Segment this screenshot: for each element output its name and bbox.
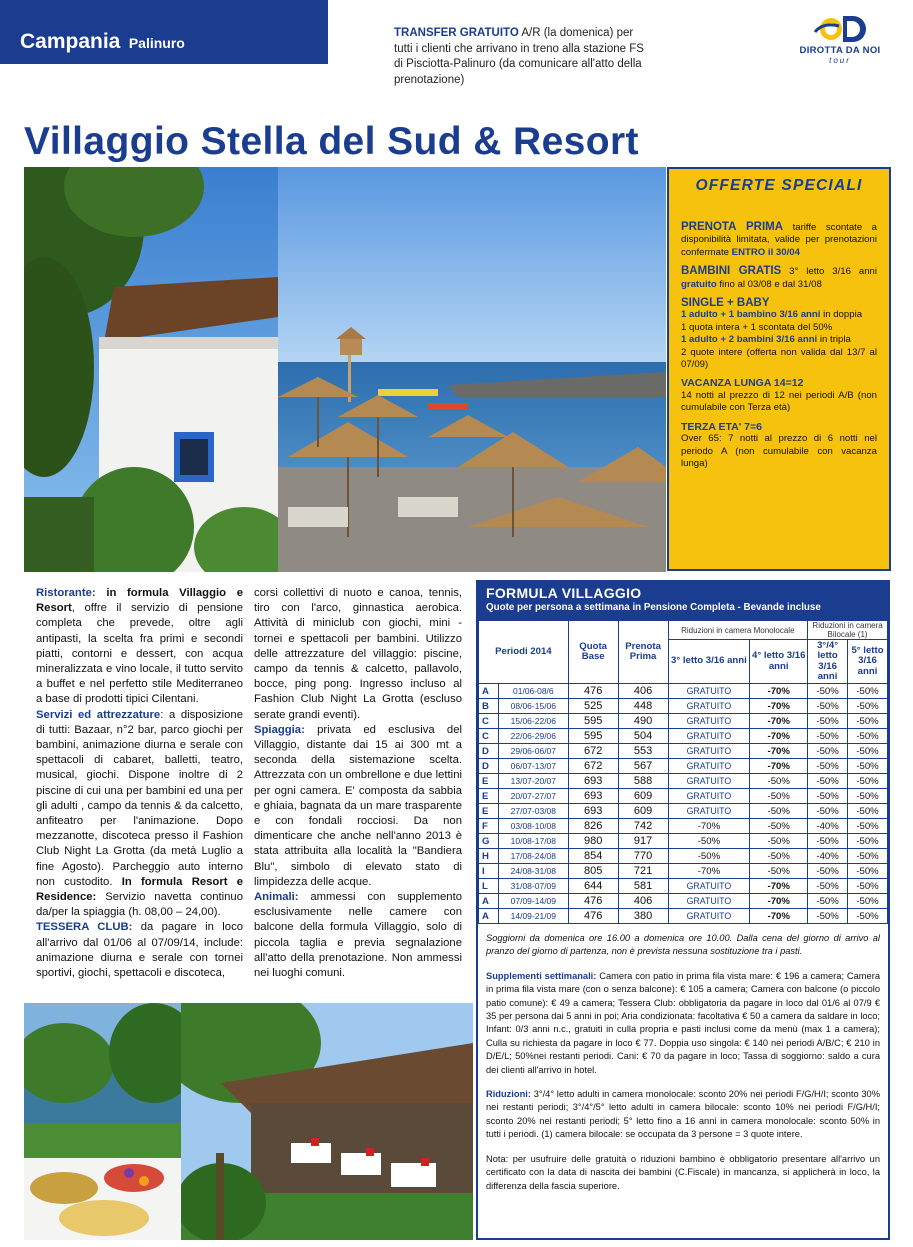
- table-subtitle: Quote per persona a settimana in Pensione Completa - Bevande incluse: [486, 602, 821, 613]
- reduction-r3: -50%: [808, 789, 848, 804]
- table-row: [479, 879, 888, 894]
- period-code: C: [479, 714, 499, 729]
- table-row: [479, 759, 888, 774]
- offer-label: PRENOTA PRIMA: [681, 221, 784, 233]
- reduction-r4: -50%: [848, 909, 888, 924]
- period-code: C: [479, 729, 499, 744]
- col-group-monolocale: Riduzioni in camera Monolocale: [668, 621, 808, 640]
- period-code: B: [479, 699, 499, 714]
- price-table-body: [479, 684, 888, 924]
- offer-label: VACANZA LUNGA 14=12: [681, 377, 804, 390]
- table-row: [479, 849, 888, 864]
- reduction-r2: -50%: [750, 804, 808, 819]
- reduction-r4: -50%: [848, 759, 888, 774]
- quota-base: 672: [568, 759, 618, 774]
- period-dates: 17/08-24/08: [498, 849, 568, 864]
- period-code: I: [479, 864, 499, 879]
- offer-terza-eta: [681, 421, 877, 471]
- reduction-r1: -50%: [668, 834, 750, 849]
- reduction-r2: -70%: [750, 879, 808, 894]
- table-row: [479, 909, 888, 924]
- ristorante-formula: in formula Villaggio e Resort: [36, 587, 243, 615]
- supplementi-label: Supplementi settimanali:: [486, 970, 597, 981]
- period-code: D: [479, 744, 499, 759]
- table-row: [479, 774, 888, 789]
- reduction-r1: GRATUITO: [668, 759, 750, 774]
- table-row: [479, 894, 888, 909]
- quota-base: 476: [568, 909, 618, 924]
- reduction-r4: -50%: [848, 849, 888, 864]
- period-dates: 29/06-06/07: [498, 744, 568, 759]
- prenota-prima: 581: [618, 879, 668, 894]
- offer-bambini-gratis: [681, 265, 877, 291]
- quota-base: 826: [568, 819, 618, 834]
- period-code: A: [479, 684, 499, 699]
- reduction-r2: -50%: [750, 849, 808, 864]
- special-offers-panel: [667, 167, 891, 571]
- reduction-r4: -50%: [848, 774, 888, 789]
- reduction-r2: -50%: [750, 789, 808, 804]
- reduction-r2: -70%: [750, 759, 808, 774]
- period-dates: 08/06-15/06: [498, 699, 568, 714]
- quota-base: 476: [568, 684, 618, 699]
- city-name: Palinuro: [128, 35, 185, 51]
- offer-deadline: ENTRO il 30/04: [731, 246, 800, 258]
- col-header-r2: 4° letto 3/16 anni: [750, 640, 808, 684]
- quota-base: 693: [568, 789, 618, 804]
- reduction-r4: -50%: [848, 834, 888, 849]
- reduction-r1: GRATUITO: [668, 684, 750, 699]
- prenota-prima: 917: [618, 834, 668, 849]
- prenota-prima: 770: [618, 849, 668, 864]
- table-row: [479, 819, 888, 834]
- reduction-r1: GRATUITO: [668, 774, 750, 789]
- reduction-r3: -50%: [808, 804, 848, 819]
- prenota-prima: 553: [618, 744, 668, 759]
- prenota-prima: 448: [618, 699, 668, 714]
- price-table: [478, 620, 888, 924]
- reduction-r3: -50%: [808, 684, 848, 699]
- reduction-r2: -70%: [750, 714, 808, 729]
- reduction-r2: -70%: [750, 729, 808, 744]
- nota-note: Nota: per usufruire delle gratuità o riduzioni bambino è obbligatorio presentare all'arrivo un certificato con la data di nascita dei bambini (C.Fiscale) in mancanza, si applicherà in loco, la differenza della fascia superiore.: [486, 1153, 880, 1191]
- table-row: [479, 744, 888, 759]
- period-dates: 24/08-31/08: [498, 864, 568, 879]
- offer-text: tariffe scontate a disponibilità limitata, valide per prenotazioni confermate: [681, 222, 877, 258]
- table-row: [479, 684, 888, 699]
- quota-base: 693: [568, 774, 618, 789]
- spiaggia-text: privata ed esclusiva del Villaggio, distante dai 15 ai 300 mt a seconda della sistemazione scelta. Attrezzata con un ombrellone e due lettini per ogni camera. E' composta da sabbia e ghiaia, bagnata da un mare trasparente e con fondali rocciosi. Da non dimenticare che anche nell'anno 2013 è stata attribuita alla località la "Bandiera Blu", simbolo di elevato stato di limpidezza delle acque.: [254, 723, 463, 888]
- col-header-quota: Quota Base: [568, 621, 618, 684]
- period-code: A: [479, 894, 499, 909]
- ristorante-text: , offre il servizio di pensione completa che prevede, oltre agli antipasti, la scelta fra primi e secondi piatti, contorni e dessert, con acqua mineralizzata e vino locale, il tutto servito a buffet e nel perfetto stile Mediterraneo a base di prodotti tipici Cilentani.: [36, 602, 243, 706]
- period-code: A: [479, 909, 499, 924]
- prenota-prima: 742: [618, 819, 668, 834]
- table-row: [479, 834, 888, 849]
- reduction-r4: -50%: [848, 804, 888, 819]
- reduction-r3: -50%: [808, 909, 848, 924]
- period-code: L: [479, 879, 499, 894]
- table-notes: [478, 924, 888, 1193]
- reduction-r4: -50%: [848, 819, 888, 834]
- reduction-r2: -70%: [750, 744, 808, 759]
- prenota-prima: 567: [618, 759, 668, 774]
- table-row: [479, 864, 888, 879]
- reduction-r3: -50%: [808, 774, 848, 789]
- reduction-r1: GRATUITO: [668, 744, 750, 759]
- period-dates: 22/06-29/06: [498, 729, 568, 744]
- page-title: Villaggio Stella del Sud & Resort: [24, 120, 639, 163]
- reduction-r1: -70%: [668, 819, 750, 834]
- reduction-r4: -50%: [848, 879, 888, 894]
- region-name: Campania: [20, 30, 121, 53]
- prenota-prima: 504: [618, 729, 668, 744]
- reduction-r3: -50%: [808, 759, 848, 774]
- col-header-periodi: Periodi 2014: [479, 621, 569, 684]
- offer-text: in tripla: [819, 334, 851, 346]
- riduzioni-label: Riduzioni:: [486, 1089, 531, 1100]
- reduction-r1: -50%: [668, 849, 750, 864]
- logo-subtext: tour: [829, 56, 851, 65]
- period-dates: 13/07-20/07: [498, 774, 568, 789]
- period-dates: 27/07-03/08: [498, 804, 568, 819]
- quota-base: 672: [568, 744, 618, 759]
- text-column-2: [254, 586, 462, 981]
- section-label-servizi: Servizi ed attrezzature: [36, 708, 161, 721]
- supplementi-note: [486, 970, 880, 1077]
- supplementi-text: Camera con patio in prima fila vista mare: € 196 a camera; Camera in prima fila vista mare (con o senza balcone): € 105 a camera; Camera con balcone (o piccolo patio comune): € 49 a camera; Tessera Club: obbligatoria da pagare in loco dal 01/6 al 07/9 € 35 per persona dai 5 anni in poi; Aria condizionata: facoltativa € 50 a camera da saldare in loco; Infant: 0/3 anni n.c., gratuiti in culla propria e pasti inclusi come da menù (max 1 a camera); Culla su richiesta da pagare in loco € 77. Doppia uso singola: € 140 nei periodi A/B/C; € 210 in D/E/L; 50%nei restanti periodi. Cani: € 70 da pagare in loco; Tassa di soggiorno: saldo a cura dei clienti all'arrivo in hotel.: [486, 970, 880, 1075]
- period-dates: 03/08-10/08: [498, 819, 568, 834]
- period-dates: 14/09-21/09: [498, 909, 568, 924]
- region-banner: [0, 0, 328, 64]
- offer-label: TERZA ETA' 7=6: [681, 420, 762, 433]
- period-dates: 10/08-17/08: [498, 834, 568, 849]
- table-row: [479, 714, 888, 729]
- quota-base: 980: [568, 834, 618, 849]
- reduction-r3: -40%: [808, 819, 848, 834]
- reduction-r2: -70%: [750, 894, 808, 909]
- reduction-r3: -40%: [808, 849, 848, 864]
- reduction-r4: -50%: [848, 894, 888, 909]
- reduction-r3: -50%: [808, 729, 848, 744]
- offer-text: 14 notti al prezzo di 12 nei periodi A/B (non cumulabile con Terza età): [681, 389, 877, 414]
- quota-base: 854: [568, 849, 618, 864]
- reduction-r1: GRATUITO: [668, 804, 750, 819]
- offer-combo: 1 adulto + 2 bambini 3/16 anni: [681, 334, 818, 346]
- col-header-prenota: Prenota Prima: [618, 621, 668, 684]
- reduction-r4: -50%: [848, 699, 888, 714]
- photo-terrace: [181, 1003, 473, 1240]
- reduction-r1: GRATUITO: [668, 909, 750, 924]
- col-group-bilocale: Riduzioni in camera Bilocale (1): [808, 621, 888, 640]
- quota-base: 595: [568, 714, 618, 729]
- quota-base: 595: [568, 729, 618, 744]
- period-dates: 07/09-14/09: [498, 894, 568, 909]
- resort-formula: In formula Resort e Residence:: [36, 875, 244, 904]
- reduction-r3: -50%: [808, 699, 848, 714]
- transfer-label: TRANSFER GRATUITO: [394, 27, 519, 39]
- logo-text: DIROTTA DA NOI: [799, 45, 881, 56]
- prenota-prima: 609: [618, 789, 668, 804]
- col-header-r1: 3° letto 3/16 anni: [668, 640, 750, 684]
- offer-text: in doppia: [823, 309, 863, 321]
- price-table-panel: [476, 580, 890, 1240]
- period-code: E: [479, 804, 499, 819]
- period-code: H: [479, 849, 499, 864]
- table-row: [479, 789, 888, 804]
- prenota-prima: 609: [618, 804, 668, 819]
- reduction-r1: GRATUITO: [668, 699, 750, 714]
- transfer-notice: [394, 26, 644, 88]
- reduction-r4: -50%: [848, 864, 888, 879]
- photo-beach: [278, 167, 666, 572]
- reduction-r3: -50%: [808, 834, 848, 849]
- quota-base: 693: [568, 804, 618, 819]
- reduction-r4: -50%: [848, 714, 888, 729]
- photo-buffet: [24, 1003, 181, 1240]
- reduction-r2: -50%: [750, 864, 808, 879]
- period-code: F: [479, 819, 499, 834]
- period-dates: 20/07-27/07: [498, 789, 568, 804]
- offer-text: 3° letto 3/16 anni: [789, 266, 877, 278]
- quota-base: 525: [568, 699, 618, 714]
- table-row: [479, 729, 888, 744]
- reduction-r1: GRATUITO: [668, 894, 750, 909]
- col-header-r4: 5° letto 3/16 anni: [848, 640, 888, 684]
- servizi-intro: : a disposizione di tutti: [36, 708, 244, 736]
- offer-free: gratuito: [681, 278, 717, 290]
- resort-text: Servizio navetta continuo da/per la spiaggia (h. 08,00 – 24,00).: [36, 891, 243, 919]
- reduction-r2: -50%: [750, 834, 808, 849]
- period-code: G: [479, 834, 499, 849]
- servizi-text: : Bazaar, n°2 bar, parco giochi per bambini, animazione diurna e serale con spettacoli di cabaret, balletti, teatro, musical, giochi. Dispone inoltre di 2 piscine di cui una per bambini ed una per gli adulti , campo da tennis & da calcetto, anfiteatro per l'animazione. Dopo mezzanotte, discoteca presso il Fashion Club Night La Grotta (da metà Luglio a fine Agosto). Parcheggio auto interno non custodito.: [36, 723, 243, 888]
- prenota-prima: 406: [618, 684, 668, 699]
- reduction-r4: -50%: [848, 684, 888, 699]
- reduction-r1: GRATUITO: [668, 729, 750, 744]
- prenota-prima: 380: [618, 909, 668, 924]
- prenota-prima: 588: [618, 774, 668, 789]
- reduction-r3: -50%: [808, 894, 848, 909]
- riduzioni-text: 3°/4° letto adulti in camera monolocale: sconto 20% nei periodi F/G/H/I; sconto 30% nei restanti periodi; 3°/4°/5° letto adulti in camera bilocale: sconto 10% nei periodi F/G/H/I; sconto 20% nei restanti periodi; 5° letto fino a 16 anni in camera monolocale: sconto 50% in tutti i periodi. (1) camera bilocale: se occupata da 3 persone = 3 quote intere.: [486, 1089, 880, 1140]
- offer-text: 1 quota intera + 1 scontata del 50%: [681, 321, 833, 333]
- quota-base: 644: [568, 879, 618, 894]
- quota-base: 476: [568, 894, 618, 909]
- reduction-r3: -50%: [808, 879, 848, 894]
- offer-vacanza-lunga: [681, 377, 877, 414]
- section-label-spiaggia: Spiaggia:: [254, 723, 305, 736]
- reduction-r3: -50%: [808, 744, 848, 759]
- reduction-r2: -70%: [750, 699, 808, 714]
- offers-title: OFFERTE SPECIALI: [695, 177, 863, 194]
- offer-text: 2 quote intere (offerta non valida dal 13/7 al 07/09): [681, 346, 877, 371]
- text-column-1: [36, 586, 243, 981]
- table-header: [478, 582, 888, 620]
- corsi-text: corsi collettivi di nuoto e canoa, tennis, tiro con l'arco, ginnastica aerobica. Attività di miniclub con giochi, mini - tornei e spettacoli per bambini. Utilizzo delle attrezzature del villaggio: piscine, campo da tennis & calcetto, pallavolo, bocce, ping pong. Ingresso incluso al Fashion Club Night La Grotta (escluso serate grandi eventi).: [254, 587, 462, 721]
- section-label-tessera: TESSERA CLUB:: [36, 921, 133, 934]
- offer-text: Over 65: 7 notti al prezzo di 6 notti nel periodo A (non cumulabile con vacanza lunga): [681, 433, 877, 469]
- period-code: D: [479, 759, 499, 774]
- reduction-r1: GRATUITO: [668, 714, 750, 729]
- table-row: [479, 804, 888, 819]
- offer-prenota-prima: [681, 221, 877, 259]
- col-header-r3: 3°/4° letto 3/16 anni: [808, 640, 848, 684]
- period-dates: 01/06-08/6: [498, 684, 568, 699]
- reduction-r2: -50%: [750, 819, 808, 834]
- reduction-r2: -50%: [750, 774, 808, 789]
- reduction-r1: GRATUITO: [668, 789, 750, 804]
- period-dates: 15/06-22/06: [498, 714, 568, 729]
- reduction-r2: -70%: [750, 909, 808, 924]
- photo-building: [24, 167, 278, 572]
- table-title: FORMULA VILLAGGIO: [486, 585, 642, 601]
- period-dates: 31/08-07/09: [498, 879, 568, 894]
- reduction-r1: GRATUITO: [668, 879, 750, 894]
- transfer-text: A/R (la domenica) per tutti i clienti che arrivano in treno alla stazione FS di Pisciotta-Palinuro (da comunicare all'atto della prenotazione): [394, 27, 644, 86]
- period-code: E: [479, 789, 499, 804]
- period-dates: 06/07-13/07: [498, 759, 568, 774]
- prenota-prima: 490: [618, 714, 668, 729]
- table-row: [479, 699, 888, 714]
- period-code: E: [479, 774, 499, 789]
- section-label-animali: Animali:: [254, 891, 299, 904]
- riduzioni-note: [486, 1088, 880, 1142]
- brand-logo: [790, 14, 890, 74]
- prenota-prima: 406: [618, 894, 668, 909]
- soggiorni-note: Soggiorni da domenica ore 16.00 a domenica ore 10.00. Dalla cena del giorno di arrivo al pranzo del giorno di partenza, non è prevista nessuna sostituzione tra i pasti.: [486, 933, 880, 957]
- tessera-text: da pagare in loco all'arrivo dal 01/06 al 07/09/14, include: animazione diurna e serale con tornei sportivi, giochi, spettacoli e discoteca,: [36, 921, 243, 980]
- quota-base: 805: [568, 864, 618, 879]
- logo-mark-icon: [809, 14, 871, 44]
- reduction-r3: -50%: [808, 864, 848, 879]
- reduction-r2: -70%: [750, 684, 808, 699]
- reduction-r4: -50%: [848, 744, 888, 759]
- offer-label: SINGLE + BABY: [681, 297, 770, 310]
- offer-single-baby: [681, 297, 877, 371]
- reduction-r3: -50%: [808, 714, 848, 729]
- reduction-r4: -50%: [848, 729, 888, 744]
- prenota-prima: 721: [618, 864, 668, 879]
- offer-combo: 1 adulto + 1 bambino 3/16 anni: [681, 309, 821, 321]
- offer-label: BAMBINI GRATIS: [681, 265, 782, 278]
- reduction-r1: -70%: [668, 864, 750, 879]
- section-label-ristorante: Ristorante:: [36, 587, 96, 599]
- offer-text: fino al 03/08 e dal 31/08: [719, 278, 822, 290]
- reduction-r4: -50%: [848, 789, 888, 804]
- animali-text: ammessi con supplemento esclusivamente nelle camere con balcone della formula Villaggio, solo di piccola taglia e previa segnalazione all'atto della prenotazione. Non ammessi nei luoghi comuni.: [254, 891, 463, 980]
